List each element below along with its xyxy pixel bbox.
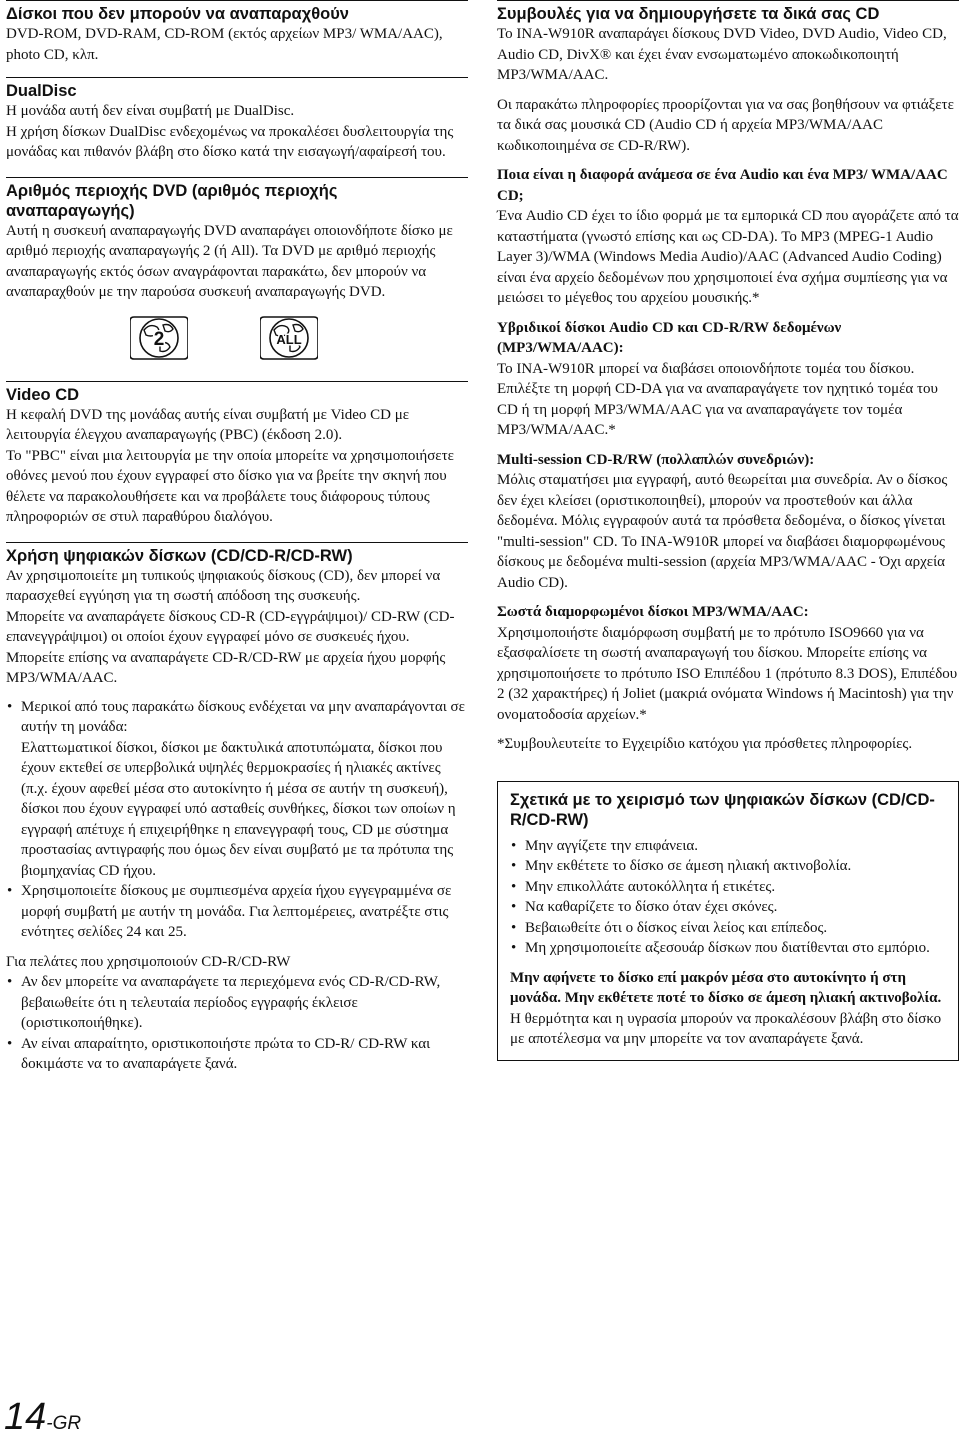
digital-discs-text-1: Αν χρησιμοποιείτε μη τυπικούς ψηφιακούς δίσκους (CD), δεν μπορεί να παρασχεθεί εγγύηση για τη σωστή απόδοση της συσκευής.: [6, 567, 441, 604]
section-heading-unplayable-discs: Δίσκοι που δεν μπορούν να αναπαραχθούν: [6, 0, 468, 24]
section-heading-digital-discs: Χρήση ψηφιακών δίσκων (CD/CD-R/CD-RW): [6, 542, 468, 566]
making-cds-text-2: Οι παρακάτω πληροφορίες προορίζονται για να σας βοηθήσουν να φτιάξετε τα δικά σας μουσικά CD (Audio CD ή αρχεία MP3/WMA/AAC κωδικοποιημένα σε CD-R/RW).: [497, 96, 954, 154]
bullet-item: • Αν δεν μπορείτε να αναπαράγετε τα περιεχόμενα ενός CD-R/CD-RW, βεβαιωθείτε ότι η τελευταία περίοδος εγγραφής έκλεισε (οριστικοποιήθηκε).: [6, 972, 468, 1034]
page-number-suffix: -GR: [46, 1413, 82, 1434]
page-number: [4, 1396, 81, 1439]
question-formatted-discs: Σωστά διαμορφωμένοι δίσκοι MP3/WMA/AAC:: [497, 604, 809, 620]
video-cd-text-2: Το "PBC" είναι μια λειτουργία με την οποία μπορείτε να χρησιμοποιήσετε οθόνες μενού που έχουν εγγραφεί στο δίσκο για να βρείτε την σκηνή που θέλετε να παρακολουθήσετε και να προβάλετε τους διάφορους τύπους πληροφοριών σε στυλ παραθύρου διαλόγου.: [6, 447, 454, 525]
section-heading-video-cd: Video CD: [6, 381, 468, 405]
region-2-globe-icon: [130, 313, 188, 363]
answer-multi-session: Μόλις σταματήσει μια εγγραφή, αυτό θεωρείται μια συνεδρία. Αν ο δίσκος δεν έχει κλείσει (οριστικοποιηθεί), μπορούν να προστεθούν και άλλα δεδομένα. Μόλις εγγραφούν αυτά τα πρόσθετα δεδομένα, ο δίσκος γίνεται "multi-session" CD. Το INA-W910R μπορεί να διαβάσει διαμορφωμένους δίσκους με δεδομένα multi-session (αρχεία MP3/WMA/AAC - Όχι αρχεία Audio CD).: [497, 472, 948, 591]
handling-item: • Μην αγγίζετε την επιφάνεια.: [510, 836, 946, 857]
answer-formatted-discs: Χρησιμοποιήστε διαμόρφωση συμβατή με το πρότυπο ISO9660 για να εξασφαλίσετε τη σωστή αναπαραγωγή του δίσκου. Μπορείτε επίσης να χρησιμοποιήσετε το πρότυπο ISO Επιπέδου 1 (πρότυπο 8.3 DOS), Επιπέδου 2 (32 χαρακτήρες) ή Joliet (μακριά ονόματα Windows ή Macintosh) για την ονοματοδοσία αρχείων.*: [497, 624, 958, 723]
handling-item: • Βεβαιωθείτε ότι ο δίσκος είναι λείος και επίπεδος.: [510, 918, 946, 939]
region-2-label: 2: [153, 328, 165, 350]
bullet-subtext: Ελαττωματικοί δίσκοι, δίσκοι με δακτυλικά αποτυπώματα, δίσκοι που έχουν εκτεθεί σε υπερβολικά υψηλές θερμοκρασίες ή ηλιακές ακτίνες (π.χ. έχουν αφεθεί μέσα στο αυτοκίνητο ή μέσα σε αυτήν τη συσκευή), δίσκοι που έχουν εγγραφεί υπό ασταθείς συνθήκες, δίσκοι των οποίων η εγγραφή απέτυχε ή επιχειρήθηκε η επανεγγραφή τους, CD με σύστημα προστασίας αντιγραφής που όμως δεν είναι συμβατό με τα πρότυπα της βιομηχανίας CD ήχου.: [21, 739, 456, 879]
answer-hybrid-discs: Το INA-W910R μπορεί να διαβάσει οποιονδήποτε τομέα του δίσκου. Επιλέξτε τη μορφή CD-DA για να αναπαραγάγετε τον ηχητικό τομέα του CD ή τη μορφή MP3/WMA/AAC για να αναπαραγάγετε τον τομέα MP3/WMA/AAC.*: [497, 360, 938, 438]
handling-warning-text: Η θερμότητα και η υγρασία μπορούν να προκαλέσουν βλάβη στο δίσκο με αποτέλεσμα να μην μπορείτε να τον αναπαράγετε ξανά.: [510, 1010, 942, 1047]
bullet-text: • Μερικοί από τους παρακάτω δίσκους ενδέχεται να μην αναπαράγονται σε αυτήν τη μονάδα:: [21, 698, 465, 735]
left-column: [6, 0, 468, 1075]
question-multi-session: Multi-session CD-R/RW (πολλαπλών συνεδριών):: [497, 451, 815, 468]
dualdisc-text-2: Η χρήση δίσκων DualDisc ενδεχομένως να προκαλέσει δυσλειτουργία της μονάδας και πιθανόν βλάβη στο δίσκο κατά την εισαγωγή/αφαίρεσή του.: [6, 123, 454, 160]
bullet-item: [6, 697, 468, 882]
region-all-label: ALL: [276, 331, 302, 347]
handling-item: • Μη χρησιμοποιείτε αξεσουάρ δίσκων που διατίθενται στο εμπόριο.: [510, 938, 946, 959]
region-number-text: Αυτή η συσκευή αναπαραγωγής DVD αναπαράγει οποιονδήποτε δίσκο με αριθμό περιοχής αναπαραγωγής 2 (ή All). Τα DVD με αριθμό περιοχής αναπαραγωγής εκτός όσων αναγράφονται παρακάτω, δεν μπορούν να αναπαραχθούν με την παρούσα συσκευή αναπαραγωγής DVD.: [6, 222, 453, 300]
handling-item: • Μην επικολλάτε αυτοκόλλητα ή ετικέτες.: [510, 877, 946, 898]
digital-discs-text-2: Μπορείτε να αναπαράγετε δίσκους CD-R (CD-εγγράψιμοι)/ CD-RW (CD-επανεγγράψιμοι) οι οποίοι έχουν εγγραφεί μόνο σε συσκευές ήχου. Μπορείτε επίσης να αναπαράγετε CD-R/CD-RW με αρχεία ήχου μορφής MP3/WMA/AAC.: [6, 608, 455, 686]
disc-handling-box: [497, 781, 959, 1061]
footnote: *Συμβουλευτείτε το Εγχειρίδιο κατόχου για πρόσθετες πληροφορίες.: [497, 736, 913, 752]
page-number-value: 14: [4, 1396, 47, 1438]
right-column: [497, 0, 959, 1061]
handling-item: • Να καθαρίζετε το δίσκο όταν έχει σκόνες.: [510, 897, 946, 918]
question-audio-vs-mp3: Ποια είναι η διαφορά ανάμεσα σε ένα Audio και ένα MP3/ WMA/AAC CD;: [497, 167, 948, 204]
section-heading-dualdisc: DualDisc: [6, 77, 468, 101]
dualdisc-text-1: Η μονάδα αυτή δεν είναι συμβατή με DualDisc.: [6, 103, 295, 119]
handling-item: • Μην εκθέτετε το δίσκο σε άμεση ηλιακή ακτινοβολία.: [510, 856, 946, 877]
region-logos: [6, 309, 468, 367]
unplayable-discs-text: DVD-ROM, DVD-RAM, CD-ROM (εκτός αρχείων MP3/ WMA/AAC), photo CD, κλπ.: [6, 26, 443, 63]
video-cd-text-1: Η κεφαλή DVD της μονάδας αυτής είναι συμβατή με Video CD με λειτουργία έλεγχου αναπαραγωγής (PBC) (έκδοση 2.0).: [6, 406, 410, 443]
bullet-item: • Αν είναι απαραίτητο, οριστικοποιήστε πρώτα το CD-R/ CD-RW και δοκιμάστε να το αναπαράγετε ξανά.: [6, 1034, 468, 1075]
section-heading-disc-handling: Σχετικά με το χειρισμό των ψηφιακών δίσκων (CD/CD-R/CD-RW): [510, 790, 935, 829]
bullet-item: • Χρησιμοποιείτε δίσκους με συμπιεσμένα αρχεία ήχου εγγεγραμμένα σε μορφή συμβατή με αυτήν τη μονάδα. Για λεπτομέρειες, ανατρέξτε στις ενότητες σελίδες 24 και 25.: [6, 881, 468, 943]
region-all-globe-icon: [260, 313, 318, 363]
answer-audio-vs-mp3: Ένα Audio CD έχει το ίδιο φορμά με τα εμπορικά CD που αγοράζετε από τα καταστήματα (γνωστό επίσης και ως CD-DA). Το MP3 (MPEG-1 Audio Layer 3)/WMA (Windows Media Audio)/AAC (Advanced Audio Coding) είναι ένα αρχείο δεδομένων που χρησιμοποιεί ένα σχήμα συμπίεσης για να μειώσει το μέγεθος του αρχείου μουσικής.*: [497, 208, 959, 306]
section-heading-making-cds: Συμβουλές για να δημιουργήσετε τα δικά σας CD: [497, 0, 959, 24]
question-hybrid-discs: Υβριδικοί δίσκοι Audio CD και CD-R/RW δεδομένων (MP3/WMA/AAC):: [497, 319, 842, 356]
handling-warning: Μην αφήνετε το δίσκο επί μακρόν μέσα στο αυτοκίνητο ή στη μονάδα. Μην εκθέτετε ποτέ το δίσκο σε άμεση ηλιακή ακτινοβολία.: [510, 969, 942, 1006]
section-heading-region-number: Αριθμός περιοχής DVD (αριθμός περιοχής αναπαραγωγής): [6, 177, 468, 221]
cd-r-customers-text: Για πελάτες που χρησιμοποιούν CD-R/CD-RW: [6, 953, 291, 970]
making-cds-text-1: Το INA-W910R αναπαράγει δίσκους DVD Video, DVD Audio, Video CD, Audio CD, DivX® και έχει έναν ενσωματωμένο αποκωδικοποιητή MP3/WMA/AAC.: [497, 26, 947, 83]
